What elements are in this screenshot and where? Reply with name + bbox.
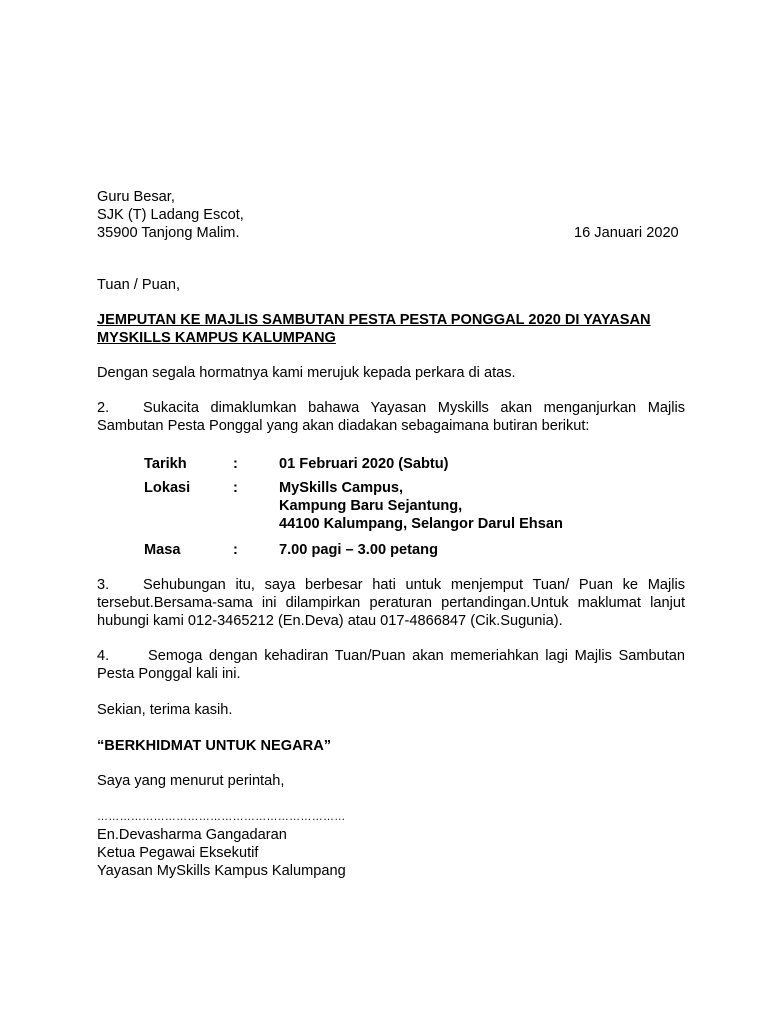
detail-time-colon: : [233, 542, 238, 558]
detail-date-colon: : [233, 456, 238, 472]
opening-sentence: Dengan segala hormatnya kami merujuk kepada perkara di atas. [97, 365, 516, 381]
detail-time-label: Masa [144, 542, 181, 558]
signoff: Saya yang menurut perintah, [97, 773, 285, 789]
paragraph-4-line-2: Pesta Ponggal kali ini. [97, 666, 241, 682]
paragraph-3-number: 3. [97, 577, 110, 593]
detail-date-label: Tarikh [144, 456, 187, 472]
motto: “BERKHIDMAT UNTUK NEGARA” [97, 738, 332, 754]
paragraph-4 [97, 647, 685, 683]
letter-date: 16 Januari 2020 [574, 225, 679, 241]
paragraph-2 [97, 399, 685, 435]
paragraph-3-line-1: Sehubungan itu, saya berbesar hati untuk menjemput Tuan/ Puan ke Majlis [143, 577, 685, 593]
detail-location-line-3: 44100 Kalumpang, Selangor Darul Ehsan [279, 516, 563, 532]
detail-location-label: Lokasi [144, 480, 191, 496]
paragraph-3-line-2: tersebut.Bersama-sama ini dilampirkan peraturan pertandingan.Untuk maklumat lanjut [97, 595, 685, 611]
detail-location-line-1: MySkills Campus, [279, 480, 404, 496]
paragraph-2-line-2: Sambutan Pesta Ponggal yang akan diadakan sebagaimana butiran berikut: [97, 418, 590, 434]
paragraph-3 [97, 576, 685, 630]
detail-location-colon: : [233, 480, 238, 496]
recipient-line-3: 35900 Tanjong Malim. [97, 225, 240, 241]
subject-line-1: JEMPUTAN KE MAJLIS SAMBUTAN PESTA PESTA PONGGAL 2020 DI YAYASAN [97, 312, 651, 328]
paragraph-2-number: 2. [97, 400, 110, 416]
detail-date-value: 01 Februari 2020 (Sabtu) [279, 456, 449, 472]
recipient-line-1: Guru Besar, [97, 189, 175, 205]
closing: Sekian, terima kasih. [97, 702, 233, 718]
signature-line: ………………………………………………………… [97, 811, 346, 823]
signatory-organization: Yayasan MySkills Kampus Kalumpang [97, 863, 346, 879]
paragraph-4-line-1: Semoga dengan kehadiran Tuan/Puan akan memeriahkan lagi Majlis Sambutan [148, 648, 685, 664]
detail-location-line-2: Kampung Baru Sejantung, [279, 498, 463, 514]
signatory-name: En.Devasharma Gangadaran [97, 827, 287, 843]
paragraph-3-line-3: hubungi kami 012-3465212 (En.Deva) atau 017-4866847 (Cik.Sugunia). [97, 613, 563, 629]
detail-time-value: 7.00 pagi – 3.00 petang [279, 542, 438, 558]
signatory-title: Ketua Pegawai Eksekutif [97, 845, 259, 861]
paragraph-4-number: 4. [97, 648, 110, 664]
paragraph-2-line-1: Sukacita dimaklumkan bahawa Yayasan Myskills akan menganjurkan Majlis [143, 400, 685, 416]
salutation: Tuan / Puan, [97, 277, 181, 293]
recipient-line-2: SJK (T) Ladang Escot, [97, 207, 244, 223]
subject-line-2: MYSKILLS KAMPUS KALUMPANG [97, 330, 336, 346]
